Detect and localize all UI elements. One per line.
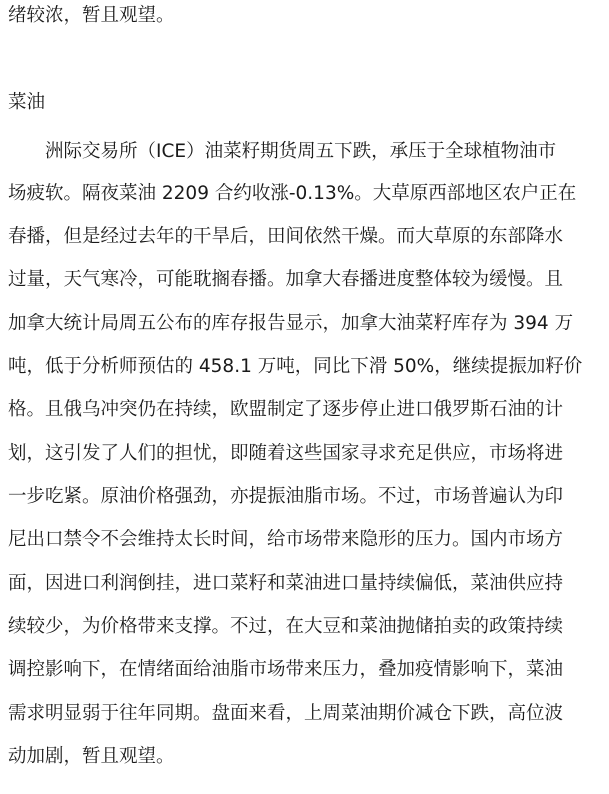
paragraph-line: 调控影响下，在情绪面给油脂市场带来压力，叠加疫情影响下，菜油 <box>8 659 564 680</box>
paragraph-line: 动加剧，暂且观望。 <box>8 746 175 767</box>
paragraph-line: 续较少，为价格带来支撑。不过，在大豆和菜油抛储拍卖的政策持续 <box>8 616 564 637</box>
paragraph-line: 需求明显弱于往年同期。盘面来看，上周菜油期价减仓下跌，高位波 <box>8 703 564 724</box>
paragraph-line: 洲际交易所（ICE）油菜籽期货周五下跌，承压于全球植物油市 <box>8 141 557 162</box>
paragraph-line: 加拿大统计局周五公布的库存报告显示，加拿大油菜籽库存为 394 万 <box>8 313 574 334</box>
paragraph-line: 划，这引发了人们的担忧，即随着这些国家寻求充足供应，市场将进 <box>8 443 564 464</box>
paragraph-line: 吨，低于分析师预估的 458.1 万吨，同比下滑 50%，继续提振加籽价 <box>8 356 583 377</box>
paragraph-line: 尼出口禁令不会维持太长时间，给市场带来隐形的压力。国内市场方 <box>8 529 564 550</box>
paragraph-line: 一步吃紧。原油价格强劲，亦提振油脂市场。不过，市场普遍认为印 <box>8 486 564 507</box>
section-heading: 菜油 <box>8 92 46 113</box>
paragraph-line: 春播，但是经过去年的干旱后，田间依然干燥。而大草原的东部降水 <box>8 226 564 247</box>
paragraph-line: 面，因进口利润倒挂，进口菜籽和菜油进口量持续偏低，菜油供应持 <box>8 573 564 594</box>
paragraph-line: 过量，天气寒冷，可能耽搁春播。加拿大春播进度整体较为缓慢。且 <box>8 269 564 290</box>
paragraph-line: 场疲软。隔夜菜油 2209 合约收涨-0.13%。大草原西部地区农户正在 <box>8 183 577 204</box>
paragraph-line: 格。且俄乌冲突仍在持续，欧盟制定了逐步停止进口俄罗斯石油的计 <box>8 399 564 420</box>
carryover-line: 绪较浓，暂且观望。 <box>8 5 175 26</box>
